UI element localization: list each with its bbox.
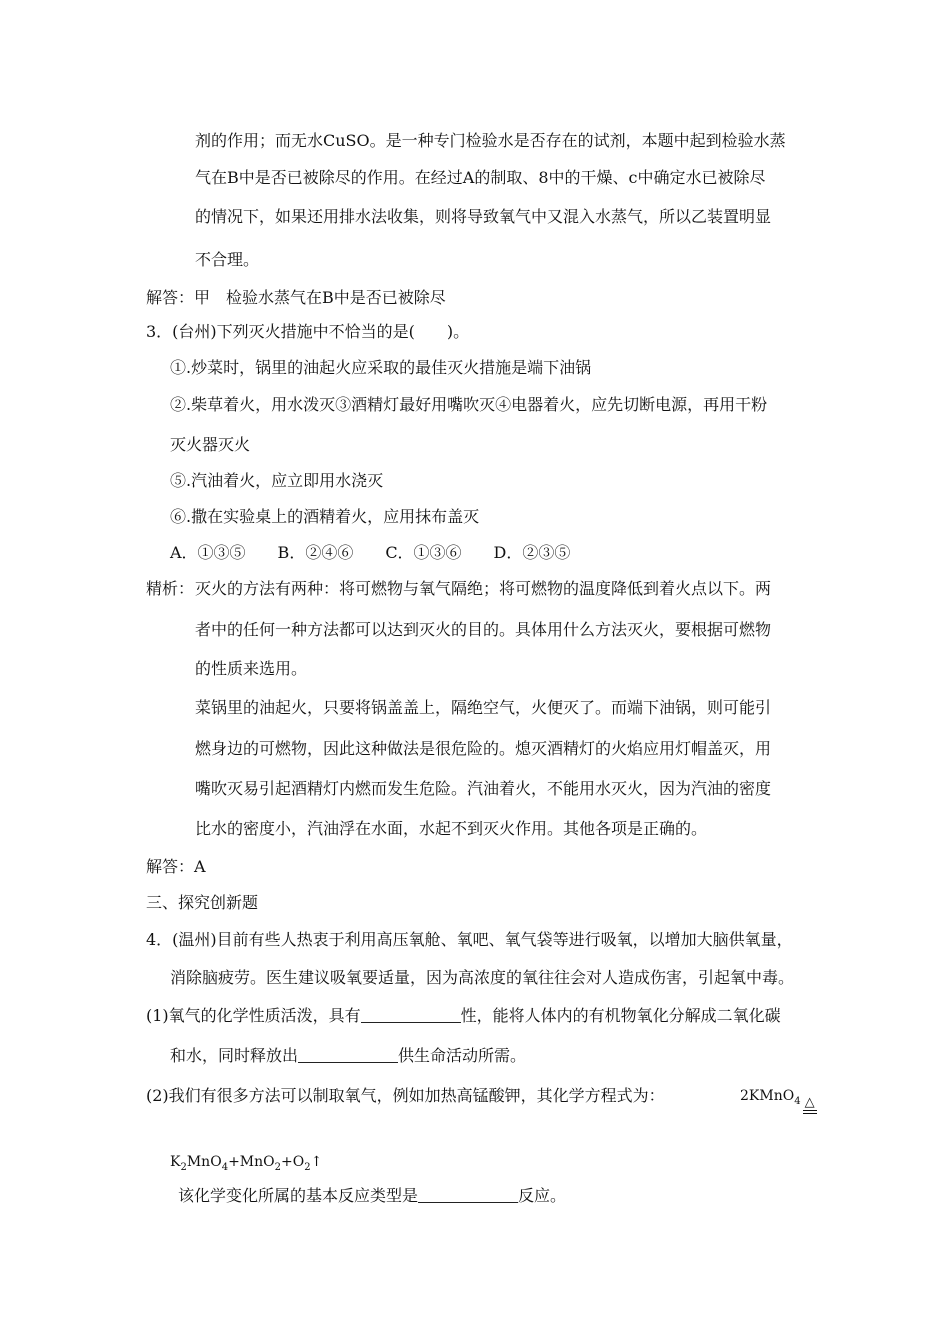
question-part-1 — [146, 1006, 781, 1026]
analysis-line: 灭火的方法有两种：将可燃物与氧气隔绝；将可燃物的温度降低到着火点以下。两 — [195, 579, 772, 598]
analysis-line: 燃身边的可燃物，因此这种做法是很危险的。熄灭酒精灯的火焰应用灯帽盖灭，用 — [195, 739, 772, 758]
fill-blank[interactable] — [361, 1008, 461, 1023]
analysis-line: 者中的任何一种方法都可以达到灭火的目的。具体用什么方法灭火，要根据可燃物 — [195, 620, 772, 639]
question-stem: 消除脑疲劳。医生建议吸氧要适量，因为高浓度的氧往往会对人造成伤害，引起氧中毒。 — [170, 968, 795, 987]
equals-line — [803, 1113, 817, 1114]
analysis-line: 嘴吹灭易引起酒精灯内燃而发生危险。汽油着火，不能用水灭火，因为汽油的密度 — [195, 779, 772, 798]
question-part-2 — [146, 1086, 665, 1106]
analysis-line: 剂的作用；而无水CuSO。是一种专门检验水是否存在的试剂，本题中起到检验水蒸 — [195, 131, 786, 150]
question-part-2-cont — [178, 1186, 566, 1206]
analysis-line: 不合理。 — [195, 250, 260, 269]
analysis-line: 气在B中是否已被除尽的作用。在经过A的制取、8中的干燥、c中确定水已被除尽 — [195, 168, 766, 187]
equation-reactant — [740, 1086, 817, 1114]
subscript: 2 — [304, 1161, 311, 1173]
question-option: ⑥.撒在实验桌上的酒精着火，应用抹布盖灭 — [170, 507, 480, 526]
formula: K — [170, 1154, 181, 1170]
question-option: ②.柴草着火，用水泼灭③酒精灯最好用嘴吹灭④电器着火，应先切断电源，再用干粉 — [170, 395, 768, 414]
answer-choices: A．①③⑤ B．②④⑥ C．①③⑥ D．②③⑤ — [170, 543, 571, 562]
question-option: ⑤.汽油着火，应立即用水浇灭 — [170, 471, 384, 490]
question-option: 灭火器灭火 — [170, 435, 251, 454]
part-text: 和水，同时释放出 — [170, 1046, 299, 1065]
part-text: 性，能将人体内的有机物氧化分解成二氧化碳 — [460, 1006, 781, 1025]
section-heading: 三、探究创新题 — [146, 893, 259, 912]
equals-line — [803, 1110, 817, 1111]
question-part-1-cont — [170, 1046, 526, 1066]
part-text: 该化学变化所属的基本反应类型是 — [178, 1186, 419, 1205]
gas-arrow-icon: ↑ — [310, 1154, 323, 1170]
formula: +MnO — [228, 1154, 275, 1170]
fill-blank[interactable] — [418, 1188, 518, 1203]
formula: MnO — [186, 1154, 222, 1170]
formula: +O — [281, 1154, 305, 1170]
fill-blank[interactable] — [298, 1048, 398, 1063]
answer-line: 解答：甲 检验水蒸气在B中是否已被除尽 — [146, 288, 446, 307]
analysis-line: 的情况下，如果还用排水法收集，则将导致氧气中又混入水蒸气，所以乙装置明显 — [195, 207, 772, 226]
question-stem: 3．(台州)下列灭火措施中不恰当的是( )。 — [146, 322, 470, 341]
analysis-line: 菜锅里的油起火，只要将锅盖盖上，隔绝空气，火便灭了。而端下油锅，则可能引 — [195, 698, 772, 717]
part-text: (1)氧气的化学性质活泼，具有 — [146, 1006, 361, 1025]
answer-line: 解答：A — [146, 857, 206, 876]
delta-symbol: △ — [804, 1095, 815, 1110]
equation-products — [170, 1152, 322, 1178]
subscript: 4 — [794, 1095, 801, 1107]
question-stem: 4．(温州)目前有些人热衷于利用高压氧舱、氧吧、氧气袋等进行吸氧，以增加大脑供氧量， — [146, 930, 793, 949]
part-text: 供生命活动所需。 — [398, 1046, 527, 1065]
subscript: 2 — [274, 1161, 281, 1173]
analysis-line: 的性质来选用。 — [195, 659, 308, 678]
formula: 2KMnO — [740, 1088, 795, 1104]
analysis-line: 比水的密度小，汽油浮在水面，水起不到灭火作用。其他各项是正确的。 — [195, 819, 708, 838]
subscript: 2 — [180, 1161, 187, 1173]
heating-condition — [803, 1097, 817, 1114]
analysis-label: 精析： — [146, 579, 195, 598]
question-option: ①.炒菜时，锅里的油起火应采取的最佳灭火措施是端下油锅 — [170, 358, 592, 377]
part-text: (2)我们有很多方法可以制取氧气，例如加热高锰酸钾，其化学方程式为： — [146, 1086, 665, 1105]
subscript: 4 — [221, 1161, 229, 1173]
part-text: 反应。 — [518, 1186, 567, 1205]
